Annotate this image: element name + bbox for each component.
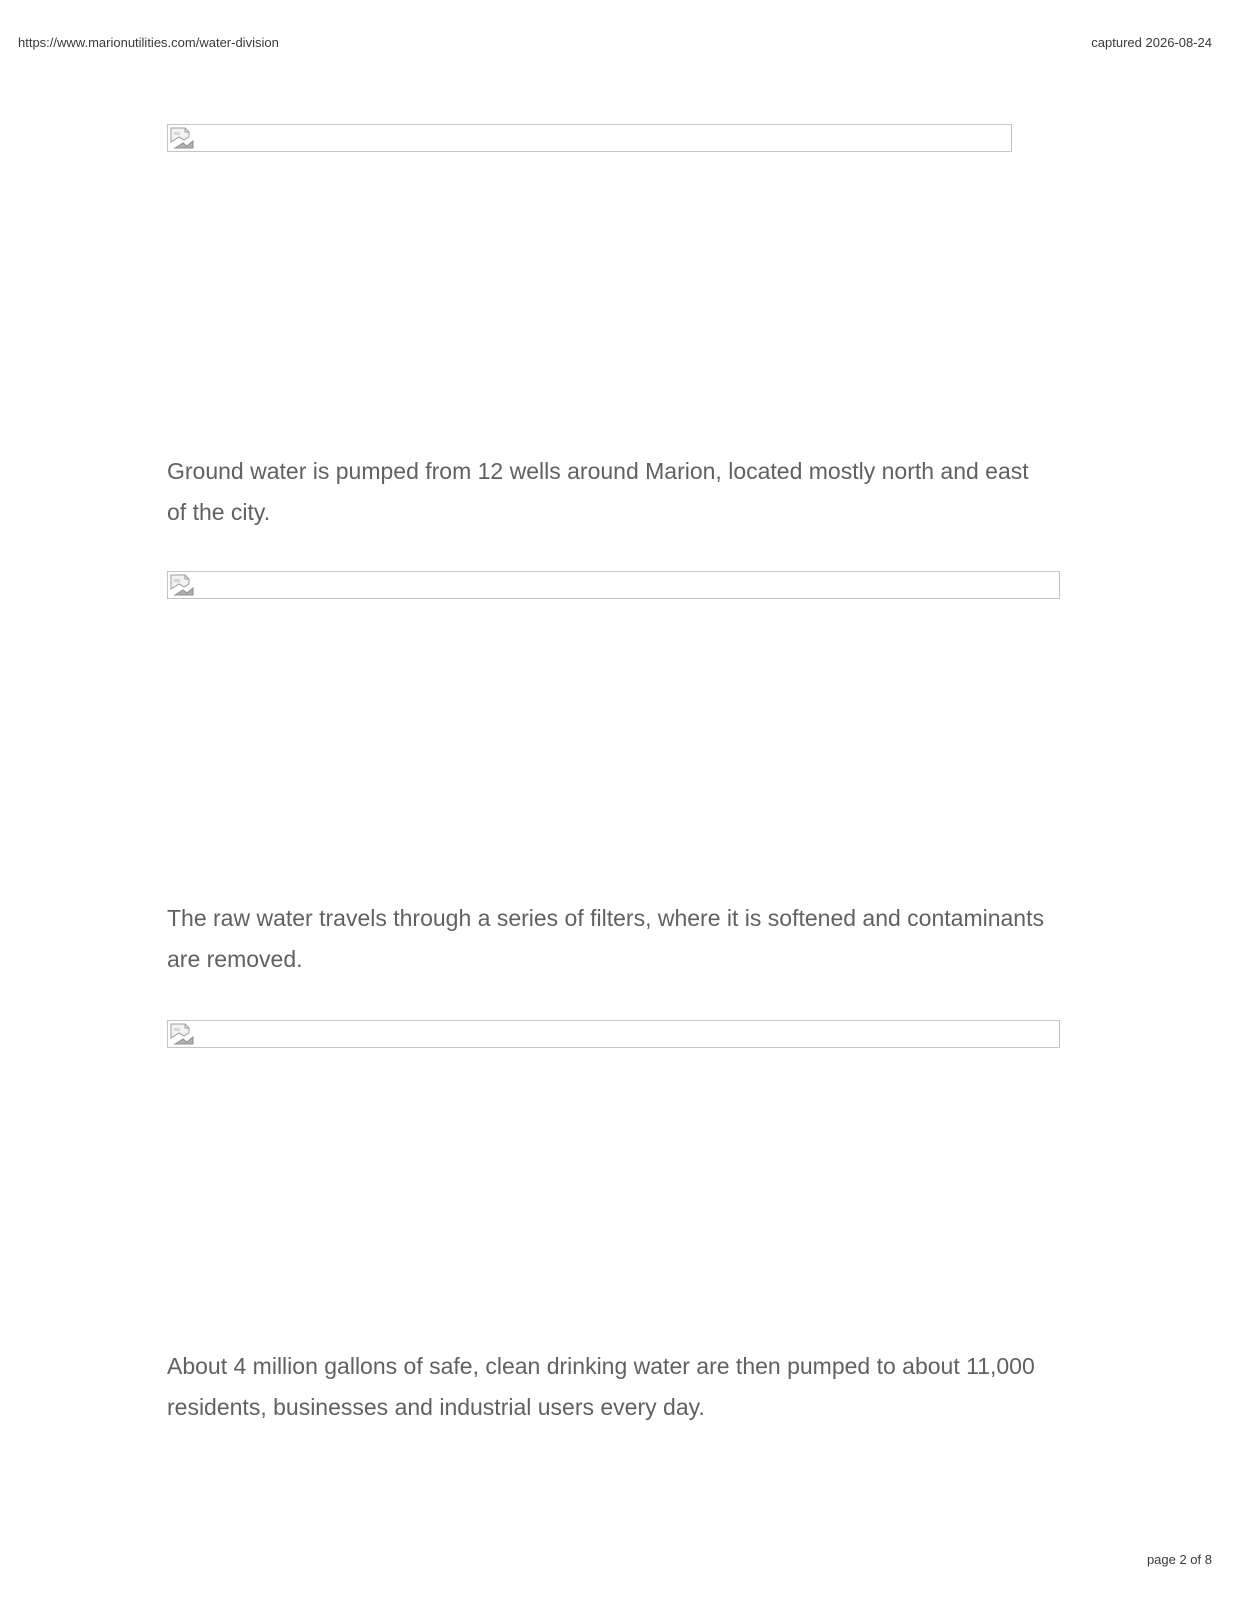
page-url: https://www.marionutilities.com/water-division bbox=[18, 35, 279, 50]
paragraph-distribution: About 4 million gallons of safe, clean drinking water are then pumped to about 11,000 residents, businesses and industrial users every day. bbox=[167, 1353, 1035, 1420]
broken-image-icon bbox=[170, 127, 194, 149]
broken-image-icon bbox=[170, 574, 194, 596]
broken-image bbox=[167, 124, 1012, 152]
broken-image bbox=[167, 571, 1060, 599]
paragraph-filters: The raw water travels through a series of filters, where it is softened and contaminants are removed. bbox=[167, 905, 1044, 972]
page-number: page 2 of 8 bbox=[1146, 1552, 1212, 1567]
broken-image-icon bbox=[170, 1023, 194, 1045]
paragraph-wells: Ground water is pumped from 12 wells around Marion, located mostly north and east of the city. bbox=[167, 458, 1029, 525]
broken-image bbox=[167, 1020, 1060, 1048]
capture-date: captured 2026-08-24 bbox=[1091, 35, 1212, 50]
